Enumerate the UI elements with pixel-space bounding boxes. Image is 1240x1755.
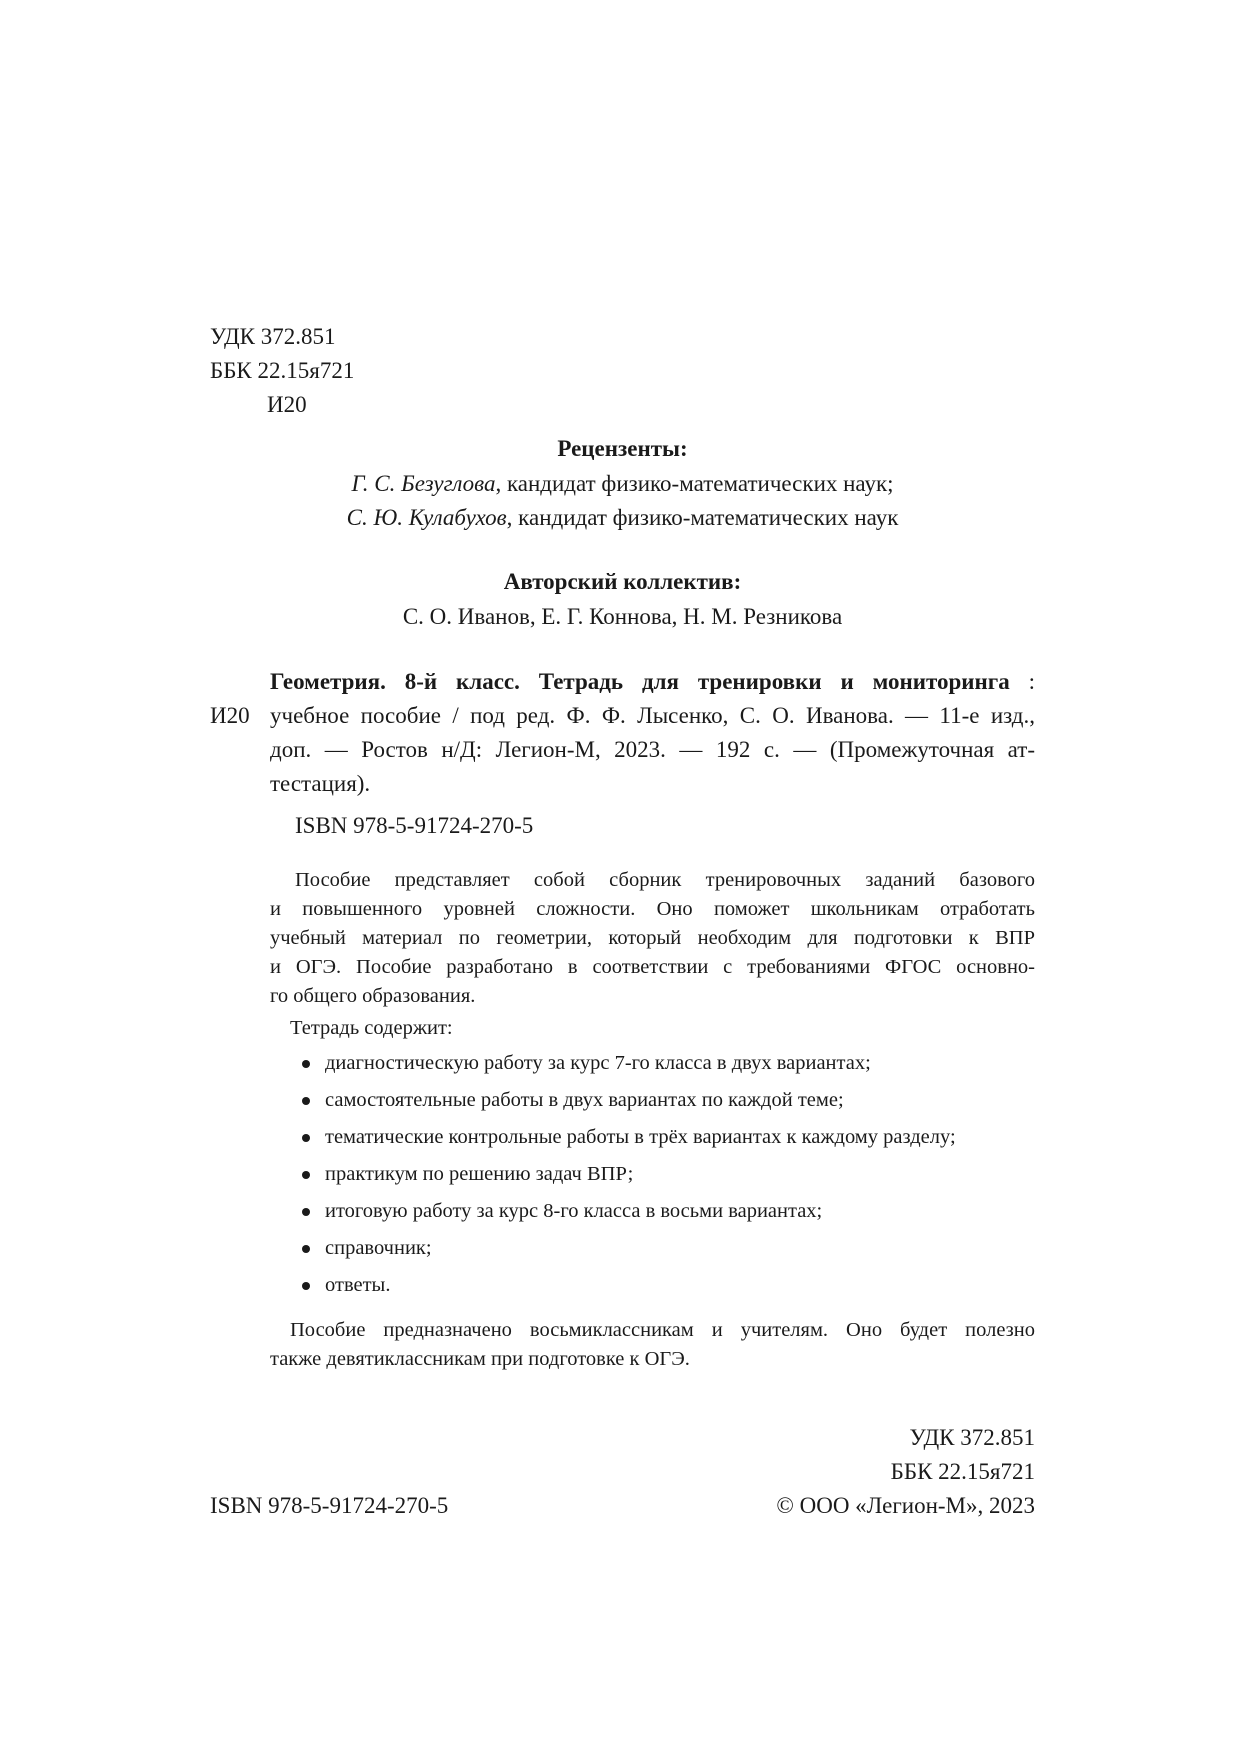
annotation-line-3: учебный материал по геометрии, который необходим для подготовки к ВПР [270, 927, 1035, 949]
footer-udk: УДК 372.851 [909, 1425, 1035, 1450]
contents-intro: Тетрадь содержит: [290, 1017, 453, 1039]
list-item: итоговую работу за курс 8-го класса в восьми вариантах; [325, 1200, 823, 1222]
bullet-icon [302, 1208, 310, 1216]
annotation-line-2: и повышенного уровней сложности. Оно поможет школьникам отработать [270, 898, 1035, 920]
list-item: тематические контрольные работы в трёх вариантах к каждому разделу; [325, 1126, 956, 1148]
reviewer-2-desc: , кандидат физико-математических наук [506, 505, 899, 530]
annotation-line-1: Пособие представляет собой сборник тренировочных заданий базового [295, 869, 1035, 891]
list-item: практикум по решению задач ВПР; [325, 1163, 634, 1185]
bbk-code: ББК 22.15я721 [210, 358, 355, 383]
bullet-icon [302, 1245, 310, 1253]
bib-author-mark: И20 [210, 703, 250, 728]
bib-line-4: тестация). [270, 771, 371, 796]
authors-heading: Авторский коллектив: [503, 569, 742, 594]
footer-isbn: ISBN 978-5-91724-270-5 [210, 1493, 449, 1518]
bullet-icon [302, 1282, 310, 1290]
annotation-p2-line-1: Пособие предназначено восьмиклассникам и учителям. Оно будет полезно [290, 1319, 1035, 1341]
bullet-icon [302, 1097, 310, 1105]
list-item: справочник; [325, 1237, 432, 1259]
bullet-icon [302, 1171, 310, 1179]
book-title: Геометрия. 8-й класс. Тетрадь для тренировки и мониторинга [270, 669, 1010, 694]
annotation-p2-line-2: также девятиклассникам при подготовке к ОГЭ. [270, 1348, 690, 1370]
annotation-line-5: го общего образования. [270, 985, 476, 1007]
bib-isbn: ISBN 978-5-91724-270-5 [295, 813, 534, 838]
reviewer-2 [210, 506, 1035, 529]
bullet-icon [302, 1060, 310, 1068]
reviewer-1-desc: , кандидат физико-математических наук; [495, 471, 894, 496]
annotation-line-4: и ОГЭ. Пособие разработано в соответствии с требованиями ФГОС основно- [270, 956, 1035, 978]
book-title-colon: : [1009, 669, 1035, 694]
bullet-icon [302, 1134, 310, 1142]
footer-bbk: ББК 22.15я721 [890, 1459, 1035, 1484]
book-title-line [270, 670, 1035, 693]
list-item: самостоятельные работы в двух вариантах по каждой теме; [325, 1089, 844, 1111]
bib-line-2: учебное пособие / под ред. Ф. Ф. Лысенко, С. О. Иванова. — 11-е изд., [270, 703, 1035, 728]
reviewer-2-name: С. Ю. Кулабухов [346, 505, 507, 530]
bib-line-3: доп. — Ростов н/Д: Легион-М, 2023. — 192 с. — (Промежуточная ат- [270, 737, 1035, 762]
footer-copyright: © ООО «Легион-М», 2023 [776, 1493, 1035, 1518]
list-item: диагностическую работу за курс 7-го класса в двух вариантах; [325, 1052, 871, 1074]
reviewer-1-name: Г. С. Безуглова [351, 471, 496, 496]
udk-code: УДК 372.851 [210, 324, 336, 349]
authors-names: С. О. Иванов, Е. Г. Коннова, Н. М. Резникова [402, 604, 843, 629]
reviewer-1 [210, 472, 1035, 495]
list-item: ответы. [325, 1274, 391, 1296]
reviewers-heading: Рецензенты: [557, 436, 688, 461]
author-mark: И20 [267, 392, 307, 417]
